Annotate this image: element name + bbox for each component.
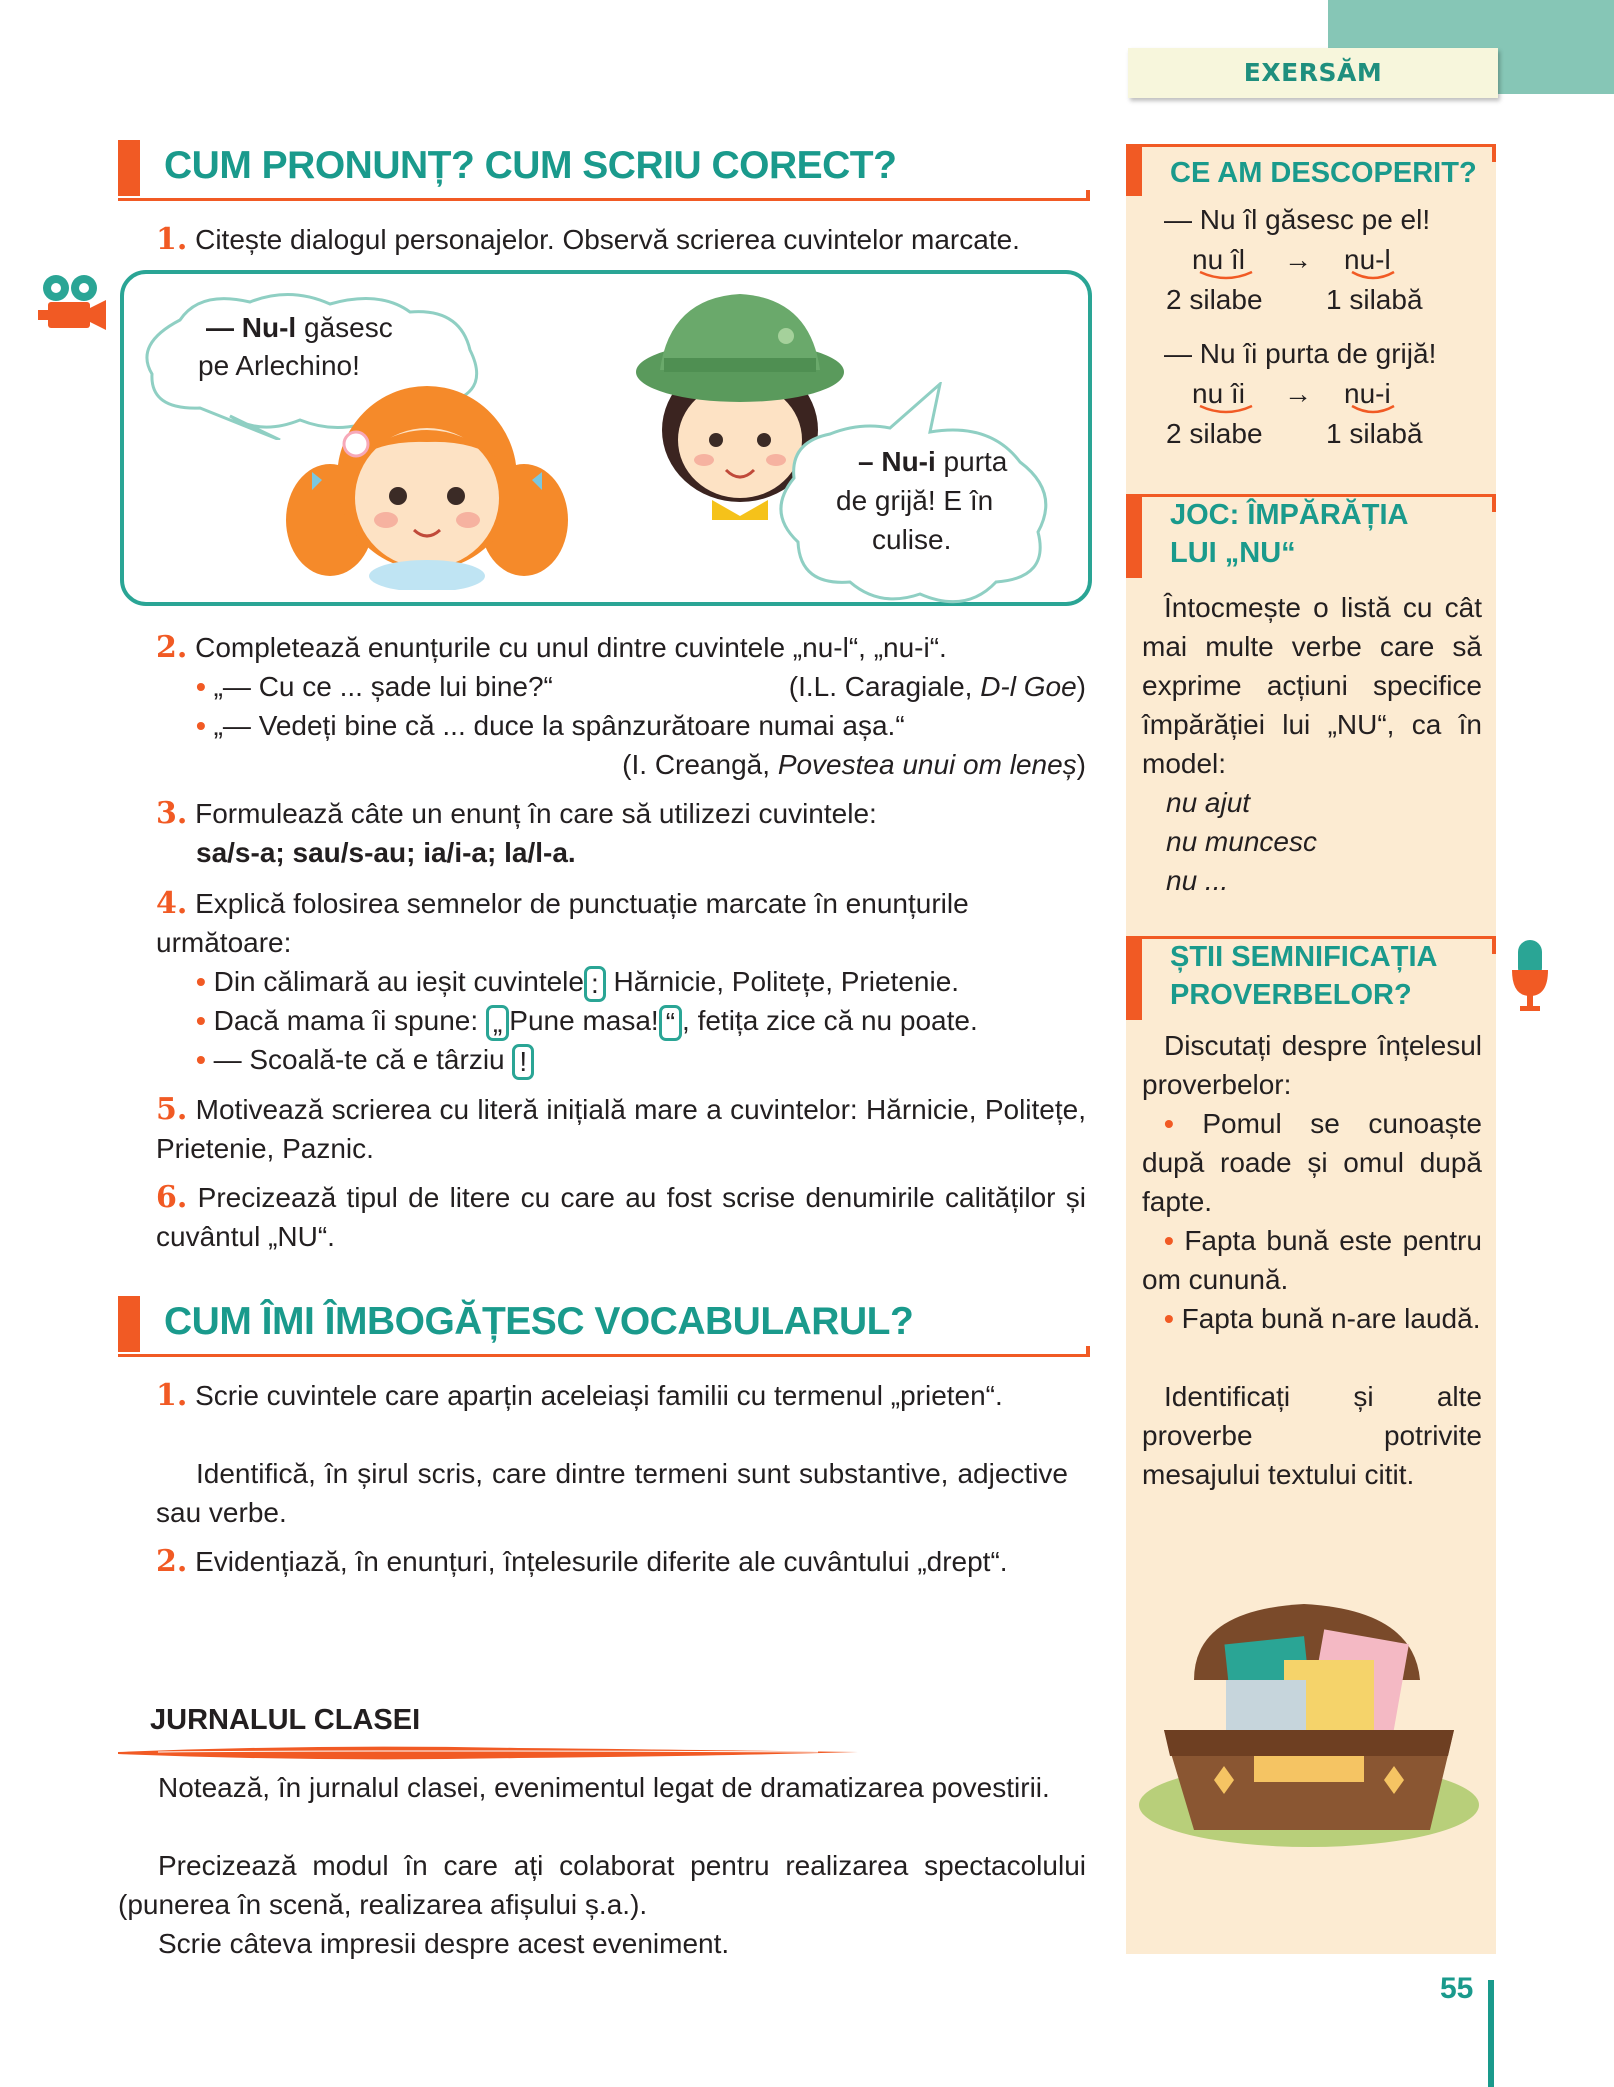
sidebar-header-proverbs: ȘTII SEMNIFICAȚIA PROVERBELOR? <box>1126 936 1496 1026</box>
discovered-example-b: nu îi → nu-i <box>1192 374 1452 414</box>
exercise-2-source-2: (I. Creangă, Povestea unui om leneș) <box>622 749 1086 780</box>
exercise-6: 6. Precizează tipul de litere cu care au fost scrise denumirile calităților și cuvântul „NU“. <box>156 1180 1087 1252</box>
exercise-2: 2. Completează enunțurile cu unul dintre cuvintele „nu-l“, „nu-i“. <box>156 630 947 665</box>
sidebar-header-discovered <box>1126 144 1496 198</box>
discovered-syllables-b: 2 silabe 1 silabă <box>1166 418 1423 449</box>
punctuation-open-quote-box: „ <box>486 1005 509 1041</box>
proverbs-more: Identificați și alte proverbe potrivite mesajului textului citit. <box>1142 1381 1482 1490</box>
boy-text-line2: de grijă! E în <box>836 485 994 516</box>
punctuation-exclamation-box: ! <box>512 1044 534 1080</box>
page-number-bar <box>1488 1980 1494 2087</box>
discovered-line-2: — Nu îi purta de grijă! <box>1164 338 1437 369</box>
treasure-chest-icon <box>1134 1580 1484 1850</box>
exersam-tag: EXERSĂM <box>1128 48 1498 98</box>
proverb-3: • Fapta bună n-are laudă. <box>1164 1303 1481 1334</box>
exercise-3-words: sa/s-a; sau/s-au; ia/i-a; la/l-a. <box>196 837 576 868</box>
exercise-4-bullet-2: • Dacă mama îi spune: „ Pune masa! “ , fetița zice că nu poate. <box>196 1001 1086 1041</box>
game-model-2: nu muncesc <box>1166 826 1317 857</box>
boy-speech-bubble: – Nu-i purta de grijă! E în culise. <box>770 382 1070 604</box>
exercise-2-bullet-2: • „— Vedeți bine că ... duce la spânzurătoare numai așa.“ <box>196 710 905 741</box>
section-header-vocabulary <box>118 1296 1090 1374</box>
punctuation-close-quote-box: “ <box>659 1005 682 1041</box>
discovered-syllables-a: 2 silabe 1 silabă <box>1166 284 1423 315</box>
exercise-number: 1. <box>156 222 188 257</box>
journal-paragraph-1: Notează, în jurnalul clasei, evenimentul legat de dramatizarea povestirii. <box>158 1772 1050 1803</box>
game-model-1: nu ajut <box>1166 787 1251 818</box>
exercise-2-bullet-1: • „— Cu ce ... șade lui bine?“ (I.L. Caragiale, D-l Goe) <box>196 671 1086 702</box>
journal-paragraph-3: Scrie câteva impresii despre acest eveniment. <box>158 1928 730 1959</box>
microphone-icon <box>1508 938 1552 1018</box>
proverb-1: • Pomul se cunoaște după roade și omul după fapte. <box>1142 1108 1483 1217</box>
exercise-1 <box>156 220 1096 259</box>
discovered-line-1: — Nu îl găsesc pe el! <box>1164 204 1431 235</box>
game-model-3: nu ... <box>1166 865 1229 896</box>
boy-bold-text: – Nu-i <box>858 446 936 477</box>
page-number: 55 <box>1440 1972 1474 2005</box>
exercise-4-bullet-1: • Din călimară au ieșit cuvintele : Hărnicie, Politețe, Prietenie. <box>196 962 1086 1002</box>
vocab-exercise-1: 1. Scrie cuvintele care aparțin aceleiași familii cu termenul „prieten“. <box>156 1378 1003 1413</box>
sidebar-title: CE AM DESCOPERIT? <box>1170 157 1477 189</box>
discovered-example-a: nu îl → nu-l <box>1192 240 1452 280</box>
proverbs-instructions: Discutați despre înțelesul proverbelor: <box>1142 1030 1482 1100</box>
section-title: CUM ÎMI ÎMBOGĂȚESC VOCABULARUL? <box>164 1300 914 1343</box>
girl-text-line2: pe Arlechino! <box>198 350 360 381</box>
section-title: CUM PRONUNȚ? CUM SCRIU CORECT? <box>164 144 897 187</box>
exercise-text: Citește dialogul personajelor. Observă scrierea cuvintelor marcate. <box>195 224 1020 255</box>
vocab-exercise-2: 2. Evidențiază, în enunțuri, înțelesurile diferite ale cuvântului „drept“. <box>156 1544 1008 1579</box>
exercise-5: 5. Motivează scrierea cu literă inițială mare a cuvintelor: Hărnicie, Politețe, Prietenie, Paznic. <box>156 1092 1086 1164</box>
vocab-exercise-1-part2: Identifică, în șirul scris, care dintre termeni sunt substantive, adjective sau verbe. <box>156 1458 1068 1528</box>
camera-icon <box>38 272 108 334</box>
boy-text-line3: culise. <box>872 524 952 555</box>
section-header-pronunciation <box>118 140 1090 218</box>
girl-speech-bubble: — Nu-l găsesc pe Arlechino! <box>140 290 490 430</box>
sidebar-header-game: JOC: ÎMPĂRĂȚIA LUI „NU“ <box>1126 494 1496 584</box>
proverb-2: • Fapta bună este pentru om cunună. <box>1142 1225 1482 1295</box>
girl-illustration <box>282 380 572 590</box>
exercise-3: 3. Formulează câte un enunț în care să utilizezi cuvintele: <box>156 796 877 831</box>
game-instructions: Întocmește o listă cu cât mai multe verbe care să exprime acțiuni specifice împărăției lui „NU“, ca în model: <box>1142 592 1482 779</box>
exercise-4: 4. Explică folosirea semnelor de punctuație marcate în enunțurile următoare: <box>156 886 969 958</box>
exercise-4-bullet-3: • — Scoală-te că e târziu ! <box>196 1040 1086 1080</box>
journal-underline <box>118 1742 858 1764</box>
girl-bold-text: — Nu-l <box>206 312 297 343</box>
punctuation-colon-box: : <box>584 966 606 1002</box>
journal-paragraph-2: Precizează modul în care ați colaborat pentru realizarea spectacolului (punerea în scenă, realizarea afișului ș.a.). <box>118 1850 1086 1920</box>
journal-title: JURNALUL CLASEI <box>150 1704 421 1736</box>
